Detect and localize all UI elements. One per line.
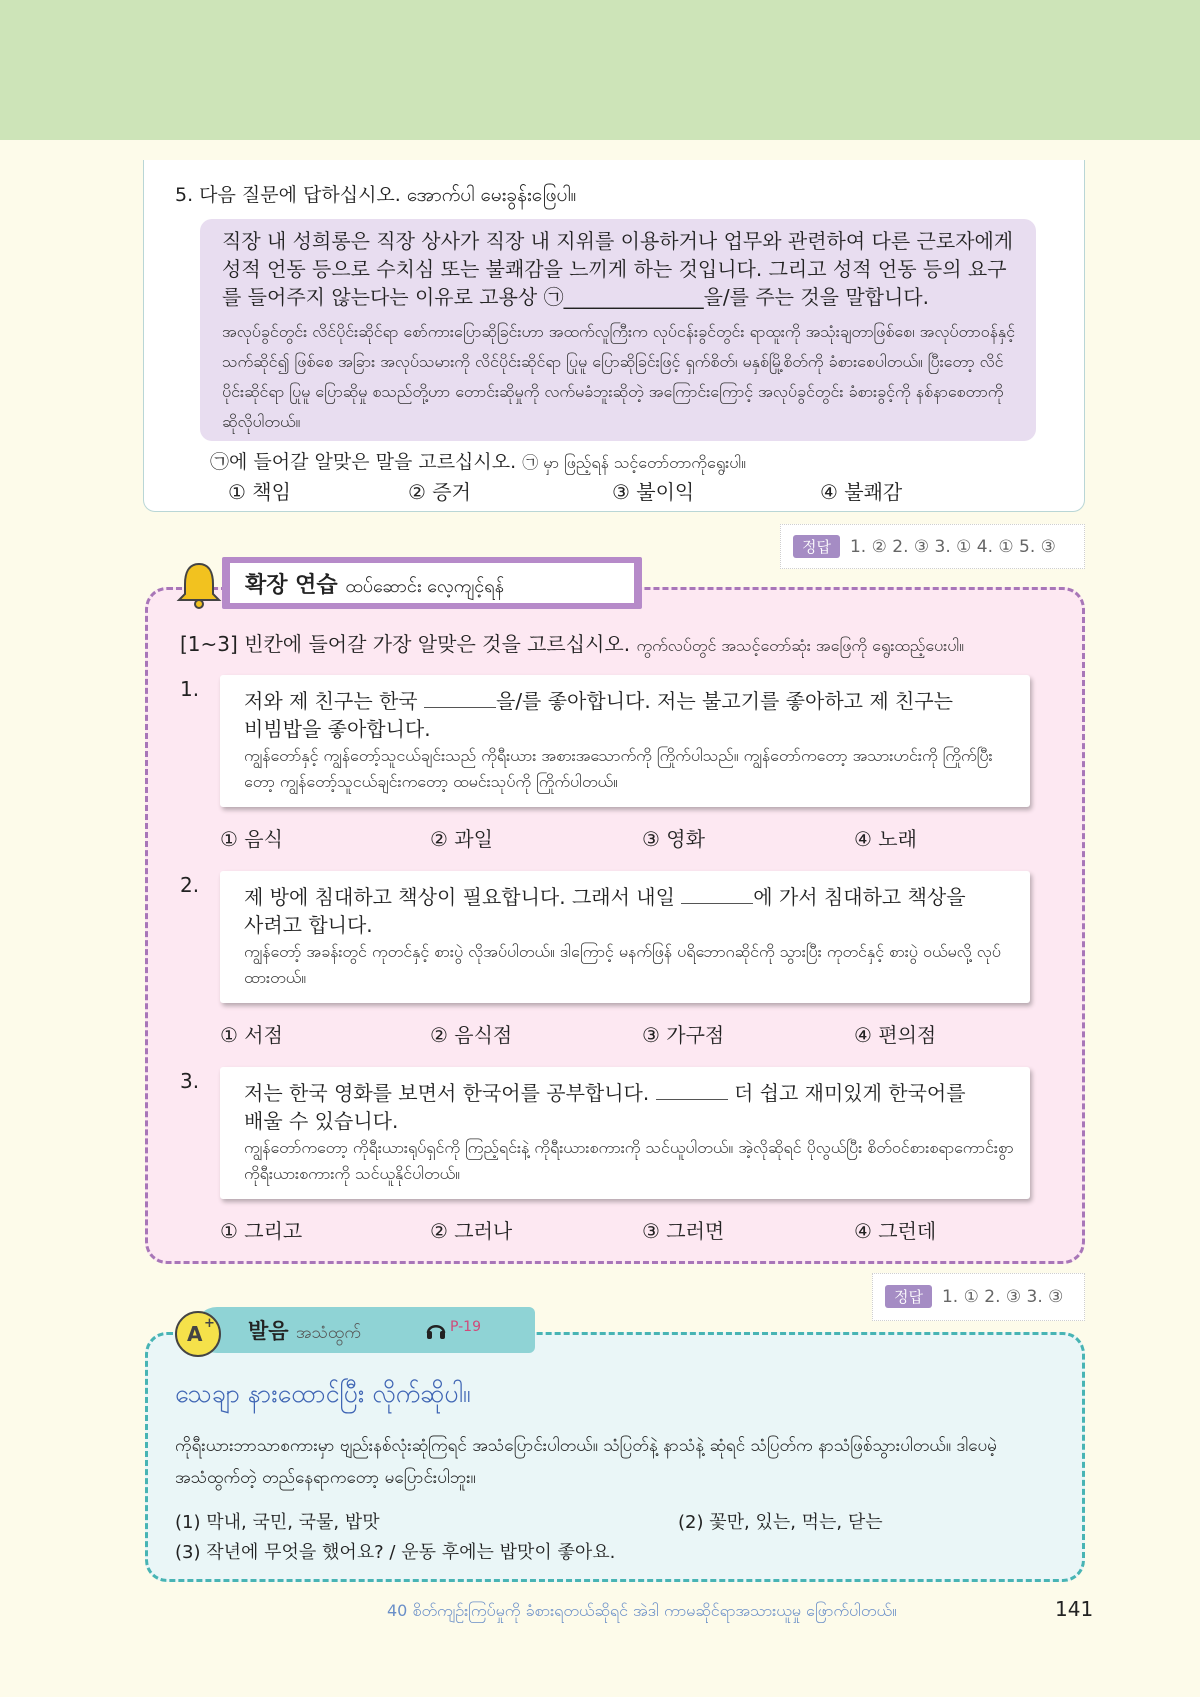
question-text-part: 저와 제 친구는 한국 — [244, 689, 418, 713]
q1-option-4[interactable]: ④ 노래 — [854, 827, 917, 851]
pronunciation-title-myanmar: အသံထွက် — [295, 1323, 362, 1343]
extension-instruction-korean: [1~3] 빈칸에 들어갈 가장 알맞은 것을 고르십시오. — [180, 632, 631, 656]
answer-key-1 — [780, 524, 1085, 569]
q5-option-1[interactable]: ① 책임 — [228, 480, 291, 504]
headphones-icon — [425, 1318, 447, 1340]
answer-blank — [681, 903, 753, 904]
extension-title — [245, 568, 504, 601]
q2-option-3[interactable]: ③ 가구점 — [642, 1023, 725, 1047]
pronunciation-title — [248, 1315, 361, 1347]
q3-option-4[interactable]: ④ 그런데 — [854, 1219, 937, 1243]
passage-korean: 직장 내 성희롱은 직장 상사가 직장 내 지위를 이용하거나 업무와 관련하여 다른 근로자에게 성적 언동 등으로 수치심 또는 불쾌감을 느끼게 하는 것입니다. 그리고 성적 언동 등의 요구를 들어주지 않는다는 이유로 고용상 ㉠______________을/를 주는 것을 말합니다. — [222, 229, 1014, 309]
question-5-instruction — [210, 447, 746, 476]
question-text-part: 비빔밥을 좋아합니다. — [244, 717, 431, 741]
pronunciation-item: (1) 막내, 국민, 국물, 밥맛 — [175, 1512, 380, 1533]
pronunciation-heading: သေချာ နားထောင်ပြီး လိုက်ဆိုပါ။ — [175, 1379, 471, 1408]
question-text — [244, 1079, 1014, 1135]
question-card — [220, 871, 1030, 1003]
q2-option-4[interactable]: ④ 편의점 — [854, 1023, 937, 1047]
q2-option-1[interactable]: ① 서점 — [220, 1023, 283, 1047]
question-text-part: 사려고 합니다. — [244, 913, 373, 937]
answer-label: 정답 — [885, 1285, 932, 1308]
q1-option-1[interactable]: ① 음식 — [220, 827, 283, 851]
answer-key-2 — [872, 1273, 1085, 1321]
extension-title-korean: 확장 연습 — [245, 573, 338, 598]
question-text-part: 배울 수 있습니다. — [244, 1109, 399, 1133]
question-text — [244, 883, 1014, 939]
answer-text: 1. ① 2. ③ 3. ③ — [941, 1287, 1064, 1307]
q5-option-4[interactable]: ④ 불쾌감 — [820, 480, 903, 504]
passage-myanmar: အလုပ်ခွင်တွင်း လိင်ပိုင်းဆိုင်ရာ စော်ကားပြောဆိုခြင်းဟာ အထက်လူကြီးက လုပ်ငန်းခွင်တွင်း ရာထူးကို အသုံးချတာဖြစ်စေ၊ အလုပ်တာဝန်နှင့် သက်ဆိုင်၍ ဖြစ်စေ အခြား အလုပ်သမားကို လိင်ပိုင်းဆိုင်ရာ ပြုမူ ပြောဆိုခြင်းဖြင့် ရှက်စိတ်၊ မနှစ်မြို့စိတ်ကို ခံစားစေပါတယ်။ ပြီးတော့ လိင်ပိုင်းဆိုင်ရာ ပြုမူ ပြောဆိုမှု စသည်တို့ဟာ တောင်းဆိုမှုကို လက်မခံဘူးဆိုတဲ့ အကြောင်းကြောင့် အလုပ်ခွင်တွင်း ခံစားခွင့်ကို နစ်နာစေတာကို ဆိုလိုပါတယ်။ — [222, 322, 1016, 431]
q5-option-3[interactable]: ③ 불이익 — [612, 480, 695, 504]
question-text-part: 제 방에 침대하고 책상이 필요합니다. 그래서 내일 — [244, 885, 675, 909]
grade-a-plus-icon: A + — [175, 1311, 221, 1357]
question-number: 3. — [180, 1069, 200, 1093]
question-number: 1. — [180, 677, 200, 701]
question-5-title: 5. 다음 질문에 답하십시오. အောက်ပါ မေးခွန်းဖြေပါ။ — [175, 184, 577, 206]
extension-title-myanmar: ထပ်ဆောင်း လေ့ကျင့်ရန် — [345, 576, 504, 597]
question-translation: ကျွန်တော်ကတော့ ကိုရီးယားရုပ်ရှင်ကို ကြည့်ရင်းနဲ့ ကိုရီးယားစကားကို သင်ယူပါတယ်။ အဲ့လိုဆိုရင် ပိုလွယ်ပြီး စိတ်ဝင်စားစရာကောင်းစွာ ကိုရီးယားစကားကို သင်ယူနိုင်ပါတယ်။ — [244, 1138, 1014, 1183]
pronunciation-body: ကိုရီးယားဘာသာစကားမှာ ဗျည်းနစ်လုံးဆုံကြရင် အသံပြောင်းပါတယ်။ သံပြတ်နဲ့ နာသံနဲ့ ဆုံရင် သံပြတ်က နာသံဖြစ်သွားပါတယ်။ ဒါပေမဲ့ အသံထွက်တဲ့ တည်နေရာကတော့ မပြောင်းပါဘူး။ — [175, 1436, 997, 1488]
answer-blank — [656, 1099, 728, 1100]
footer-note: 40 စိတ်ကျဉ်းကြပ်မှုကို ခံစားရတယ်ဆိုရင် အဲဒါ ကာမဆိုင်ရာအသားယူမှု ဖြောက်ပါတယ်။ — [387, 1601, 897, 1620]
extension-instruction-myanmar: ကွက်လပ်တွင် အသင့်တော်ဆုံး အဖြေကို ရွေးထည့်ပေးပါ။ — [636, 636, 964, 655]
answer-text: 1. ② 2. ③ 3. ① 4. ① 5. ③ — [849, 537, 1056, 557]
q2-option-2[interactable]: ② 음식점 — [430, 1023, 513, 1047]
question-text-part: 저는 한국 영화를 보면서 한국어를 공부합니다. — [244, 1081, 650, 1105]
question-text-part: 을/를 좋아합니다. 저는 불고기를 좋아하고 제 친구는 — [496, 689, 953, 713]
page-number: 141 — [1055, 1597, 1094, 1621]
pronunciation-title-korean: 발음 — [248, 1319, 289, 1343]
q3-option-2[interactable]: ② 그러나 — [430, 1219, 513, 1243]
bell-icon — [175, 560, 223, 610]
question-card — [220, 1067, 1030, 1199]
pronunciation-item: (2) 꽃만, 있는, 먹는, 닫는 — [678, 1512, 883, 1533]
q1-option-2[interactable]: ② 과일 — [430, 827, 493, 851]
question-text-part: 에 가서 침대하고 책상을 — [753, 885, 966, 909]
pronunciation-item: (3) 작년에 무엇을 했어요? / 운동 후에는 밥맛이 좋아요. — [175, 1542, 616, 1563]
instruction-myanmar: ㉠ မှာ ဖြည့်ရန် သင့်တော်တာကိုရွေးပါ။ — [522, 453, 746, 472]
pronunciation-tab — [195, 1307, 535, 1353]
question-number: 2. — [180, 873, 200, 897]
answer-label: 정답 — [793, 535, 840, 558]
question-text — [244, 687, 1014, 743]
extension-instruction — [180, 628, 964, 659]
q3-option-3[interactable]: ③ 그러면 — [642, 1219, 725, 1243]
question-text-part: 더 쉽고 재미있게 한국어를 — [733, 1081, 966, 1105]
q3-option-1[interactable]: ① 그리고 — [220, 1219, 303, 1243]
q1-option-3[interactable]: ③ 영화 — [642, 827, 705, 851]
question-translation: ကျွန်တော့် အခန်းတွင် ကုတင်နှင့် စားပွဲ လိုအပ်ပါတယ်။ ဒါကြောင့် မနက်ဖြန် ပရိဘောဂဆိုင်ကို သွားပြီး ကုတင်နှင့် စားပွဲ ဝယ်မလို့ လုပ်ထားတယ်။ — [244, 942, 1001, 987]
q5-option-2[interactable]: ② 증거 — [408, 480, 471, 504]
answer-blank — [424, 707, 496, 708]
instruction-korean: ㉠에 들어갈 알맞은 말을 고르십시오. — [210, 451, 517, 473]
audio-page-reference[interactable]: P-19 — [450, 1319, 482, 1335]
header-band — [0, 0, 1200, 140]
question-card — [220, 675, 1030, 807]
question-translation: ကျွန်တော်နှင့် ကျွန်တော့်သူငယ်ချင်းသည် ကိုရီးယား အစားအသောက်ကို ကြိုက်ပါသည်။ ကျွန်တော်ကတော့ အသားဟင်းကို ကြိုက်ပြီးတော့ ကျွန်တော့်သူငယ်ချင်းကတော့ ထမင်းသုပ်ကို ကြိုက်ပါတယ်။ — [244, 746, 993, 791]
